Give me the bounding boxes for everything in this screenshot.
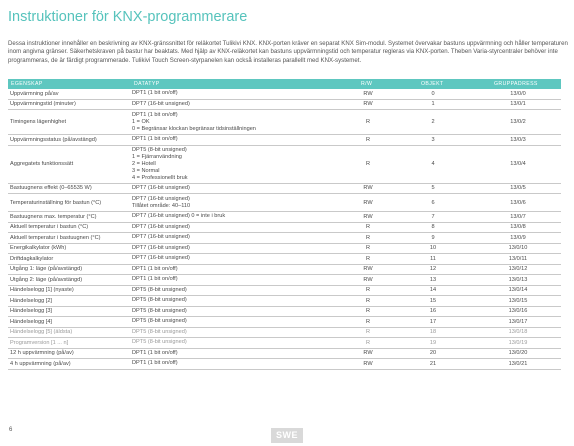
property-cell: Bastuugnens effekt (0–65535 W) bbox=[10, 185, 92, 192]
property-cell: Utgång 1: läge (på/avstängd) bbox=[10, 266, 83, 273]
datatype-cell bbox=[132, 135, 178, 145]
datatype-cell bbox=[132, 265, 178, 275]
table-row bbox=[8, 307, 561, 318]
object-cell: 1 bbox=[431, 101, 435, 108]
datatype-cell bbox=[132, 275, 178, 285]
group-address-cell: 13/0/14 bbox=[508, 287, 528, 294]
page-title: Instruktioner för KNX-programmerare bbox=[8, 9, 248, 25]
datatype-line: Tillåtet område: 40–110 bbox=[132, 202, 191, 209]
object-cell: 10 bbox=[429, 245, 437, 252]
datatype-cell bbox=[132, 296, 187, 306]
datatype-line: DPT1 (1 bit on/off) bbox=[132, 360, 178, 367]
header-gruppadress: GRUPPADRESS bbox=[494, 81, 538, 87]
rw-cell: RW bbox=[363, 213, 373, 220]
table-row bbox=[8, 254, 561, 265]
object-cell: 13 bbox=[429, 276, 437, 283]
datatype-line: DPT5 (8-bit unsigned) bbox=[132, 146, 187, 153]
datatype-cell bbox=[132, 184, 190, 194]
datatype-cell bbox=[132, 317, 187, 327]
rw-cell: R bbox=[365, 224, 371, 231]
table-row bbox=[8, 265, 561, 276]
group-address-cell: 13/0/8 bbox=[510, 224, 526, 231]
table-row bbox=[8, 296, 561, 307]
datatype-line: 3 = Normal bbox=[132, 167, 160, 174]
object-cell: 0 bbox=[431, 90, 435, 97]
datatype-line: DPT1 (1 bit on/off) bbox=[132, 276, 178, 283]
group-address-cell: 13/0/18 bbox=[508, 329, 528, 336]
property-cell: Aktuell temperatur i bastun (°C) bbox=[10, 224, 89, 231]
rw-cell: R bbox=[365, 287, 371, 294]
datatype-cell bbox=[132, 212, 225, 222]
table-row bbox=[8, 349, 561, 360]
property-cell: Utgång 2: läge (på/avstängd) bbox=[10, 276, 83, 283]
group-address-cell: 13/0/20 bbox=[508, 350, 528, 357]
object-cell: 20 bbox=[429, 350, 437, 357]
datatype-cell bbox=[132, 100, 190, 110]
datatype-line: DPT7 (16-bit unsigned) bbox=[132, 184, 190, 191]
rw-cell: R bbox=[365, 329, 371, 336]
property-cell: 12 h uppvärmning (på/av) bbox=[10, 350, 74, 357]
group-address-cell: 13/0/4 bbox=[510, 161, 526, 167]
datatype-cell bbox=[132, 244, 190, 254]
datatype-line: DPT5 (8-bit unsigned) bbox=[132, 318, 187, 325]
rw-cell: R bbox=[365, 119, 371, 125]
rw-cell: RW bbox=[363, 350, 373, 357]
object-cell: 18 bbox=[429, 329, 437, 336]
datatype-line: DPT1 (1 bit on/off) bbox=[132, 136, 178, 143]
object-cell: 19 bbox=[429, 339, 437, 346]
table-row bbox=[8, 275, 561, 286]
rw-cell: R bbox=[365, 318, 371, 325]
property-cell: Händelselogg [5] (äldsta) bbox=[10, 329, 73, 336]
property-cell: Händelselogg [2] bbox=[10, 297, 52, 304]
table-row bbox=[8, 286, 561, 297]
property-cell: Timingens lägenhighet bbox=[10, 119, 67, 125]
datatype-line: DPT5 (8-bit unsigned) bbox=[132, 328, 187, 335]
group-address-cell: 13/0/1 bbox=[510, 101, 526, 108]
object-cell: 5 bbox=[431, 185, 435, 192]
table-row bbox=[8, 135, 561, 146]
table-row bbox=[8, 110, 561, 135]
datatype-line: DPT1 (1 bit on/off) bbox=[132, 111, 178, 118]
language-badge: SWE bbox=[271, 428, 303, 443]
header-rw: R/W bbox=[361, 81, 373, 87]
datatype-cell bbox=[132, 349, 178, 359]
group-address-cell: 13/0/7 bbox=[510, 213, 526, 220]
group-address-cell: 13/0/13 bbox=[508, 276, 528, 283]
datatype-cell bbox=[132, 286, 187, 296]
object-cell: 8 bbox=[431, 224, 435, 231]
group-address-cell: 13/0/19 bbox=[508, 339, 528, 346]
table-row bbox=[8, 223, 561, 234]
group-address-cell: 13/0/6 bbox=[510, 199, 526, 206]
group-address-cell: 13/0/2 bbox=[510, 119, 526, 125]
object-cell: 11 bbox=[430, 255, 436, 262]
group-address-cell: 13/0/11 bbox=[508, 255, 528, 262]
group-address-cell: 13/0/5 bbox=[510, 185, 526, 192]
rw-cell: RW bbox=[363, 276, 373, 283]
datatype-cell bbox=[132, 254, 190, 264]
datatype-line: DPT1 (1 bit on/off) bbox=[132, 349, 178, 356]
table-header bbox=[8, 79, 561, 89]
property-cell: Programversion [1 ... n] bbox=[10, 339, 69, 346]
rw-cell: RW bbox=[363, 360, 373, 367]
table-row bbox=[8, 89, 561, 100]
property-cell: Händelselogg [4] bbox=[10, 318, 52, 325]
object-cell: 6 bbox=[431, 199, 435, 206]
table-row bbox=[8, 317, 561, 328]
table-row bbox=[8, 194, 561, 212]
table-row bbox=[8, 233, 561, 244]
datatype-line: 2 = Hotell bbox=[132, 160, 156, 167]
datatype-cell bbox=[132, 338, 187, 348]
group-address-cell: 13/0/9 bbox=[510, 234, 526, 241]
object-cell: 2 bbox=[431, 119, 435, 125]
datatype-line: DPT1 (1 bit on/off) bbox=[132, 265, 178, 272]
property-cell: Uppvärmningstid (minuter) bbox=[10, 101, 76, 108]
object-cell: 3 bbox=[431, 136, 435, 143]
datatype-cell bbox=[132, 328, 187, 338]
datatype-line: 1 = OK bbox=[132, 118, 150, 125]
group-address-cell: 13/0/17 bbox=[508, 318, 528, 325]
table-row bbox=[8, 338, 561, 349]
rw-cell: R bbox=[365, 136, 371, 143]
page-number: 6 bbox=[9, 427, 13, 433]
datatype-cell bbox=[132, 223, 190, 233]
datatype-line: DPT7 (16-bit unsigned) bbox=[132, 100, 190, 107]
rw-cell: RW bbox=[363, 266, 373, 273]
knx-table bbox=[8, 89, 561, 370]
property-cell: Bastuugnens max. temperatur (°C) bbox=[10, 213, 97, 220]
property-cell: Uppvärmningsstatus (på/avstängd) bbox=[10, 136, 97, 143]
property-cell: Händelselogg [3] bbox=[10, 308, 52, 315]
group-address-cell: 13/0/15 bbox=[508, 297, 528, 304]
datatype-line: DPT7 (16-bit unsigned) bbox=[132, 255, 190, 262]
datatype-cell bbox=[132, 194, 190, 211]
table-row bbox=[8, 328, 561, 339]
group-address-cell: 13/0/12 bbox=[508, 266, 528, 273]
object-cell: 7 bbox=[431, 213, 435, 220]
datatype-line: DPT7 (16-bit unsigned) bbox=[132, 195, 190, 202]
rw-cell: R bbox=[365, 308, 371, 315]
rw-cell: R bbox=[365, 297, 371, 304]
rw-cell: RW bbox=[363, 199, 373, 206]
property-cell: Aggregatets funktionssätt bbox=[10, 161, 74, 167]
datatype-cell bbox=[132, 89, 178, 99]
object-cell: 14 bbox=[429, 287, 437, 294]
datatype-line: DPT5 (8-bit unsigned) bbox=[132, 297, 187, 304]
datatype-line: DPT7 (16-bit unsigned) bbox=[132, 223, 190, 230]
header-egenskap: EGENSKAP bbox=[11, 81, 43, 87]
property-cell: Temperaturinställning för bastun (°C) bbox=[10, 199, 102, 206]
datatype-cell bbox=[132, 359, 178, 369]
rw-cell: RW bbox=[363, 90, 373, 97]
datatype-line: 4 = Professionellt bruk bbox=[132, 174, 188, 181]
object-cell: 9 bbox=[431, 234, 435, 241]
rw-cell: R bbox=[365, 234, 371, 241]
table-row bbox=[8, 184, 561, 195]
object-cell: 16 bbox=[429, 308, 437, 315]
property-cell: Energikalkylator (kWh) bbox=[10, 245, 67, 252]
rw-cell: R bbox=[365, 245, 371, 252]
group-address-cell: 13/0/0 bbox=[510, 90, 526, 97]
datatype-line: 0 = Begränsar klockan begränsar tidsinställningen bbox=[132, 125, 256, 132]
header-datatyp: DATATYP bbox=[134, 81, 160, 87]
property-cell: Uppvärmning på/av bbox=[10, 90, 59, 97]
datatype-line: DPT7 (16-bit unsigned) bbox=[132, 244, 190, 251]
object-cell: 21 bbox=[429, 360, 437, 367]
property-cell: Driftdagkalkylator bbox=[10, 255, 54, 262]
group-address-cell: 13/0/21 bbox=[508, 360, 528, 367]
datatype-line: DPT7 (16-bit unsigned) bbox=[132, 234, 190, 241]
intro-paragraph: Dessa instruktioner innehåller en beskrivning av KNX-gränssnittet för reläkortet Tulikivi KNX. KNX-porten kräver en separat KNX Sim-modul. Systemet övervakar bastuns uppvärmning och håller temperaturen inom angivna gränser. Säkerhetskraven på bastur har beaktats. Med hjälp av KNX-reläkortet kan bastuns uppvärmningstid och temperatur regleras via KNX-porten. Theben Varia-styrcentraler behöver inte programmeras, de är färdigt programmerade. Tulikivi Touch Screen-styrpanelen kan också installeras parallellt med KNX-systemet. bbox=[8, 40, 568, 64]
header-objekt: OBJEKT bbox=[421, 81, 444, 87]
object-cell: 4 bbox=[431, 161, 435, 167]
table-row bbox=[8, 100, 561, 111]
datatype-line: DPT5 (8-bit unsigned) bbox=[132, 339, 187, 346]
table-row bbox=[8, 359, 561, 370]
group-address-cell: 13/0/16 bbox=[508, 308, 528, 315]
datatype-line: DPT5 (8-bit unsigned) bbox=[132, 307, 187, 314]
datatype-cell bbox=[132, 233, 190, 243]
datatype-line: 1 = Fjärranvändning bbox=[132, 153, 182, 160]
property-cell: Aktuell temperatur i bastuugnen (°C) bbox=[10, 234, 101, 241]
table-row bbox=[8, 244, 561, 255]
rw-cell: R bbox=[365, 339, 371, 346]
datatype-line: DPT1 (1 bit on/off) bbox=[132, 90, 178, 97]
datatype-cell bbox=[132, 146, 188, 183]
rw-cell: RW bbox=[363, 185, 373, 192]
object-cell: 15 bbox=[429, 297, 437, 304]
datatype-line: DPT7 (16-bit unsigned) 0 = inte i bruk bbox=[132, 213, 226, 220]
rw-cell: R bbox=[365, 255, 371, 262]
rw-cell: RW bbox=[363, 101, 373, 108]
object-cell: 12 bbox=[429, 266, 437, 273]
group-address-cell: 13/0/10 bbox=[508, 245, 528, 252]
datatype-cell bbox=[132, 110, 256, 134]
property-cell: Händelselogg [1] (nyaste) bbox=[10, 287, 74, 294]
table-row bbox=[8, 212, 561, 223]
table-row bbox=[8, 146, 561, 184]
property-cell: 4 h uppvärmning (på/av) bbox=[10, 360, 71, 367]
group-address-cell: 13/0/3 bbox=[510, 136, 526, 143]
datatype-cell bbox=[132, 307, 187, 317]
rw-cell: R bbox=[365, 161, 371, 167]
datatype-line: DPT5 (8-bit unsigned) bbox=[132, 286, 187, 293]
object-cell: 17 bbox=[429, 318, 437, 325]
